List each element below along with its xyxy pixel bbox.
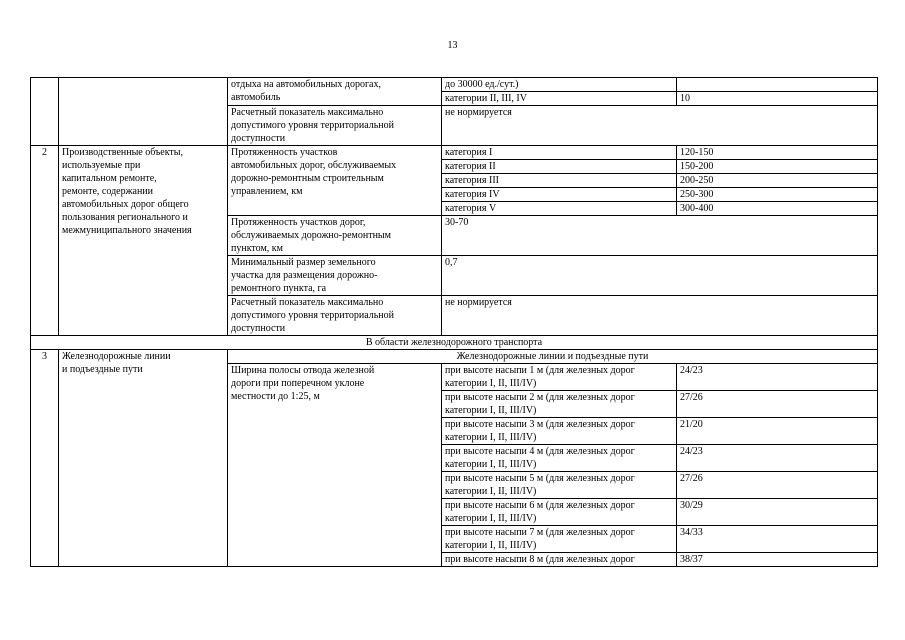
indicator-value [677, 78, 878, 92]
indicator-name: Минимальный размер земельного участка для размещения дорожно- ремонтного пункта, га [228, 256, 442, 296]
indicator-value: не нормируется [442, 106, 878, 146]
table-row [31, 350, 878, 364]
height-value: 27/26 [677, 472, 878, 499]
section-header: В области железнодорожного транспорта [31, 336, 878, 350]
row-number: 3 [31, 350, 59, 567]
height-label: при высоте насыпи 5 м (для железных дорог категории I, II, III/IV) [442, 472, 677, 499]
category-label: категория II [442, 160, 677, 174]
category-value: 120-150 [677, 146, 878, 160]
height-label: при высоте насыпи 6 м (для железных дорог категории I, II, III/IV) [442, 499, 677, 526]
sub-section-header: Железнодорожные линии и подъездные пути [228, 350, 878, 364]
height-value: 27/26 [677, 391, 878, 418]
indicator-name: Расчетный показатель максимально допустимого уровня территориальной доступности [228, 106, 442, 146]
indicator-name: Ширина полосы отвода железной дороги при поперечном уклоне местности до 1:25, м [228, 364, 442, 567]
height-label: при высоте насыпи 8 м (для железных дорог [442, 553, 677, 567]
height-label: при высоте насыпи 2 м (для железных дорог категории I, II, III/IV) [442, 391, 677, 418]
row-number: 2 [31, 146, 59, 336]
height-value: 34/33 [677, 526, 878, 553]
category-label: категория I [442, 146, 677, 160]
height-value: 38/37 [677, 553, 878, 567]
category-label: категория V [442, 202, 677, 216]
indicator-value: 10 [677, 92, 878, 106]
object-name: Производственные объекты, используемые при капитальном ремонте, ремонте, содержании автомобильных дорог общего пользования регионального и межмуниципального значения [59, 146, 228, 336]
category-label: категория IV [442, 188, 677, 202]
height-value: 24/23 [677, 445, 878, 472]
row-number-cell [31, 78, 59, 146]
height-label: при высоте насыпи 4 м (для железных дорог категории I, II, III/IV) [442, 445, 677, 472]
height-label: при высоте насыпи 1 м (для железных дорог категории I, II, III/IV) [442, 364, 677, 391]
height-label: при высоте насыпи 7 м (для железных дорог категории I, II, III/IV) [442, 526, 677, 553]
category-value: 150-200 [677, 160, 878, 174]
table-row [31, 146, 878, 160]
indicator-value: не нормируется [442, 296, 878, 336]
indicator-name: Протяженность участков автомобильных дорог, обслуживаемых дорожно-ремонтным строительным управлением, км [228, 146, 442, 216]
object-cell [59, 78, 228, 146]
category-value: 200-250 [677, 174, 878, 188]
indicator-name: отдыха на автомобильных дорогах, автомобиль [228, 78, 442, 106]
height-value: 24/23 [677, 364, 878, 391]
object-name: Железнодорожные линии и подъездные пути [59, 350, 228, 567]
height-value: 21/20 [677, 418, 878, 445]
category-value: 250-300 [677, 188, 878, 202]
indicator-name: Расчетный показатель максимально допустимого уровня территориальной доступности [228, 296, 442, 336]
indicator-param: до 30000 ед./сут.) [442, 78, 677, 92]
indicator-name: Протяженность участков дорог, обслуживаемых дорожно-ремонтным пунктом, км [228, 216, 442, 256]
section-header-row [31, 336, 878, 350]
height-value: 30/29 [677, 499, 878, 526]
indicator-value: 30-70 [442, 216, 878, 256]
page-number: 13 [447, 40, 458, 51]
height-label: при высоте насыпи 3 м (для железных дорог категории I, II, III/IV) [442, 418, 677, 445]
norms-table [30, 77, 878, 567]
indicator-param: категории II, III, IV [442, 92, 677, 106]
category-value: 300-400 [677, 202, 878, 216]
indicator-value: 0,7 [442, 256, 878, 296]
table-row [31, 78, 878, 92]
category-label: категория III [442, 174, 677, 188]
